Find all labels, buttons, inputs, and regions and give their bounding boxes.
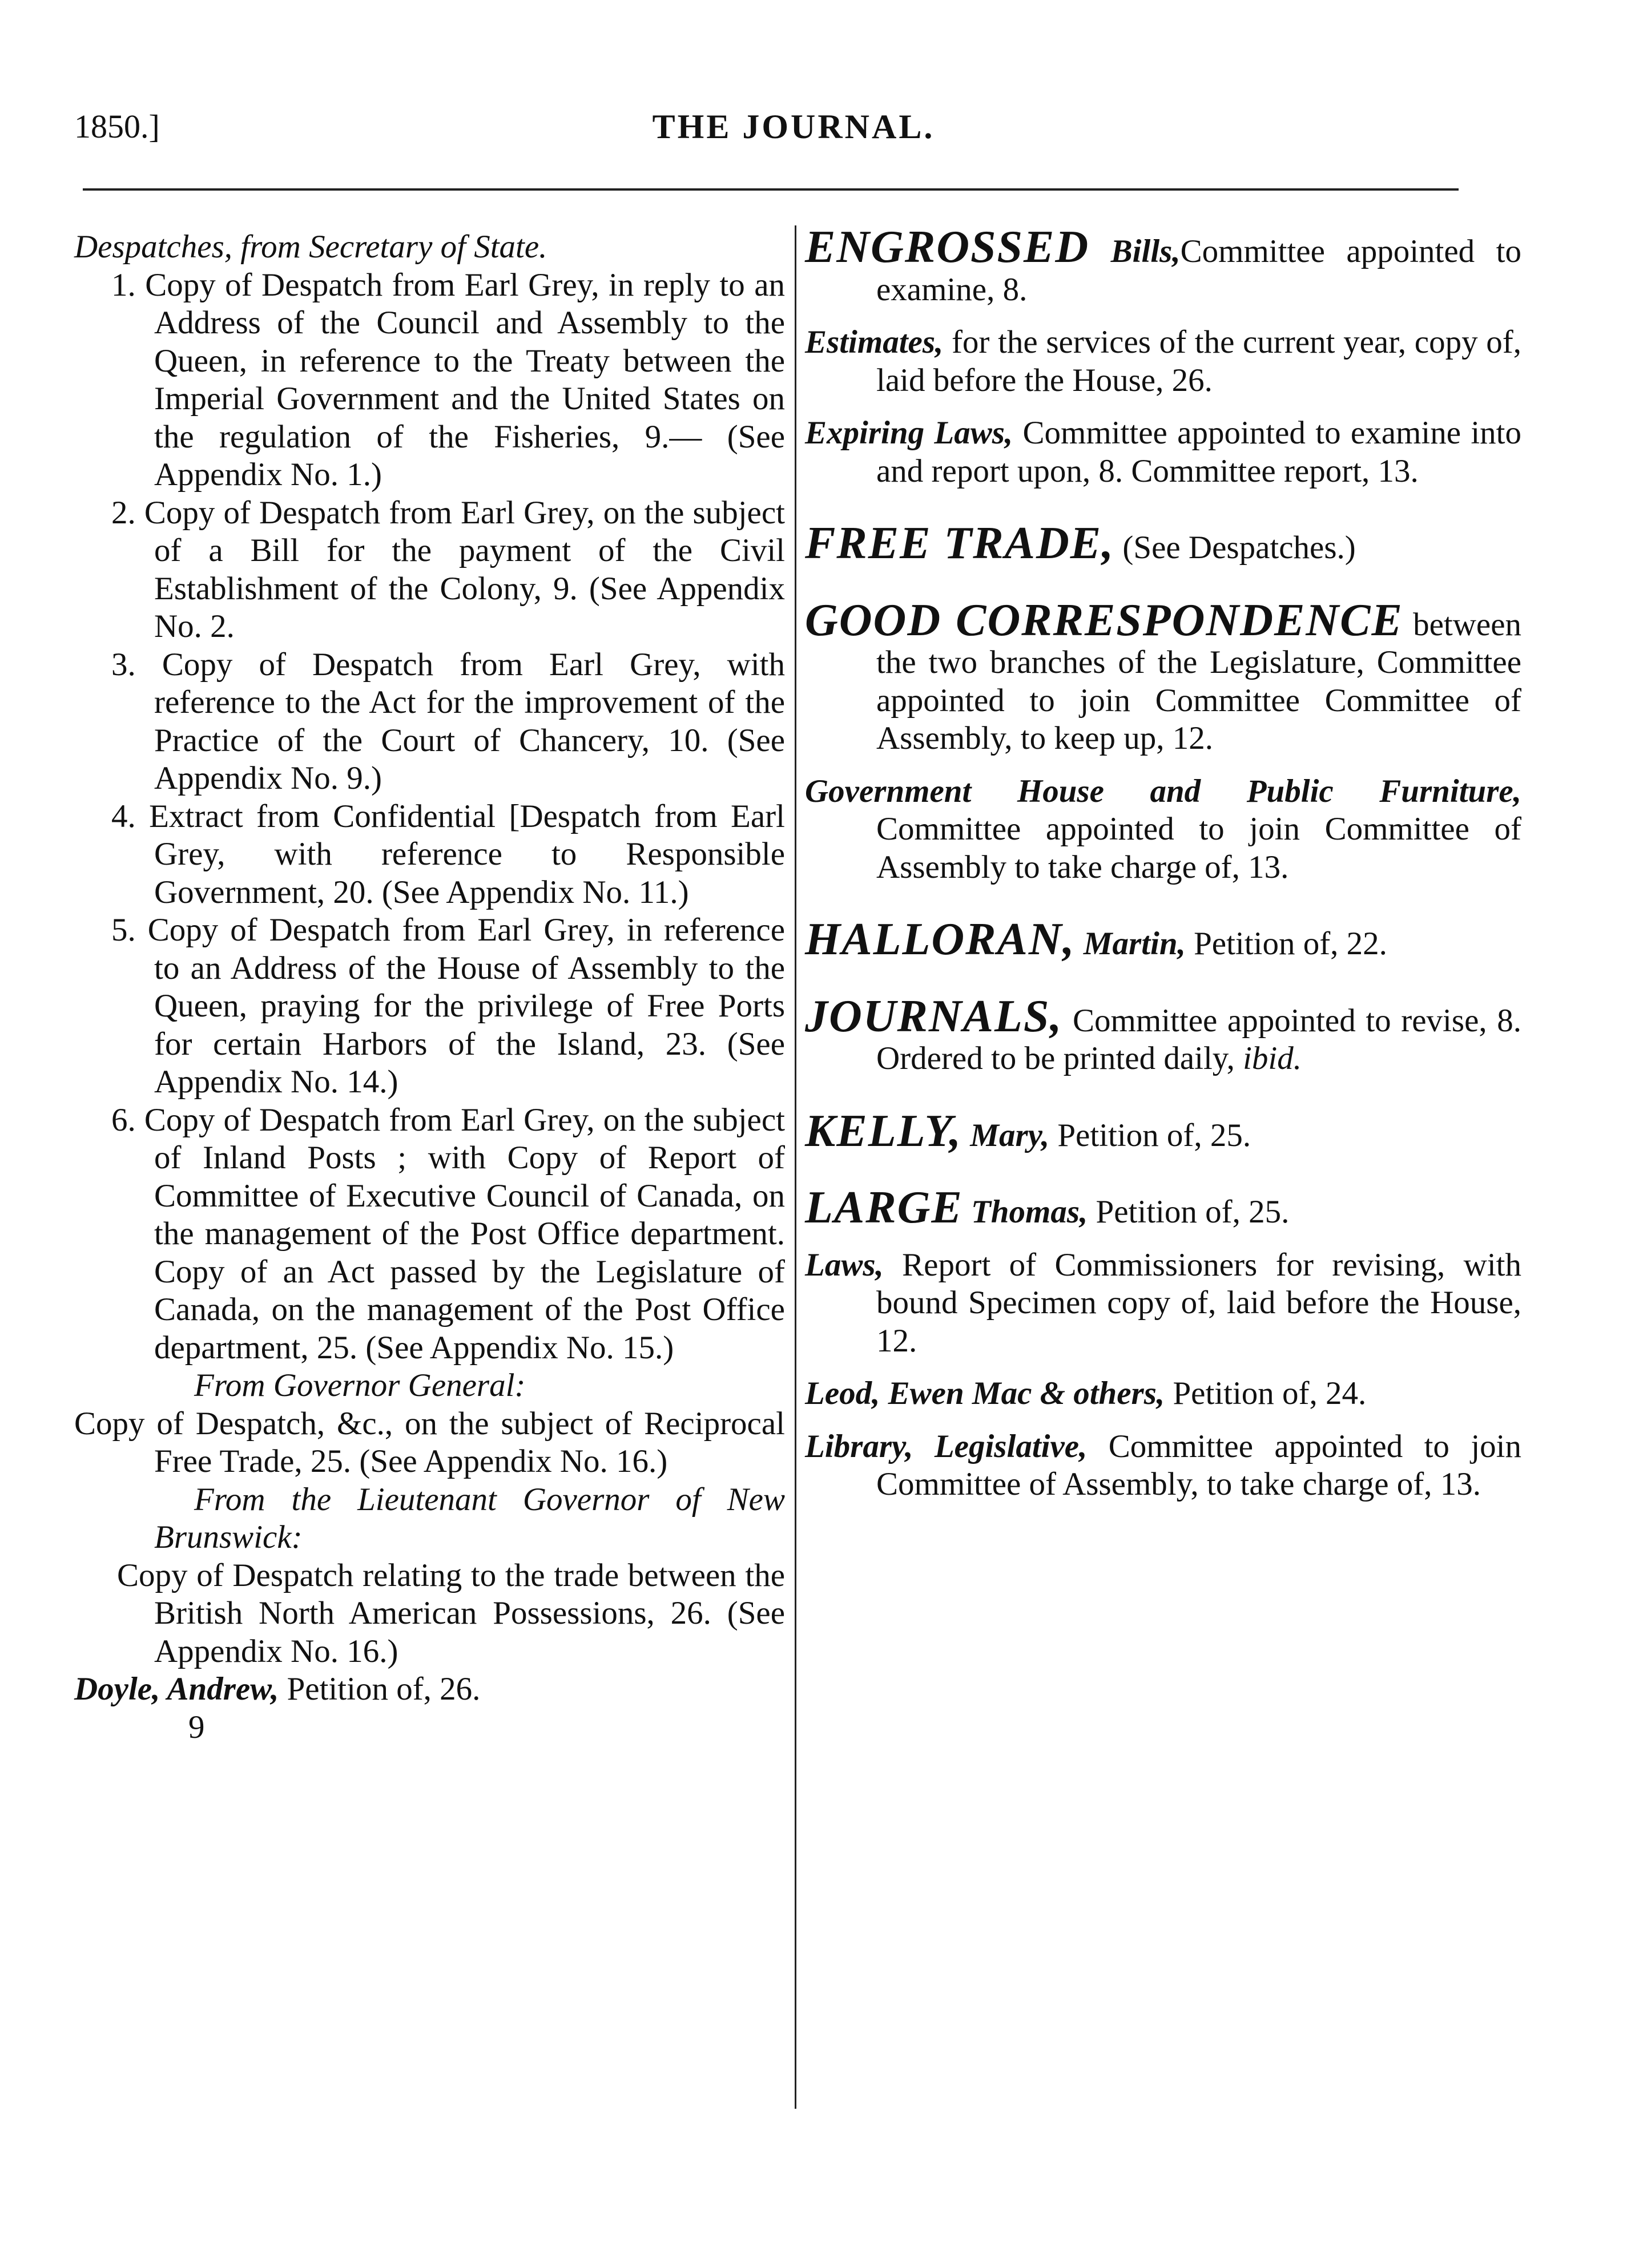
column-divider <box>795 225 796 2109</box>
header-rule <box>83 188 1459 191</box>
item-number: 6. <box>111 1101 136 1138</box>
government-house-entry <box>805 773 1521 887</box>
halloran-key: HALLORAN, <box>805 914 1076 964</box>
left-column <box>74 228 785 1746</box>
header-title: THE JOURNAL. <box>652 108 935 146</box>
free-trade-entry <box>805 518 1521 568</box>
halloran-entry <box>805 914 1521 964</box>
kelly-entry <box>805 1105 1521 1156</box>
journals-ibid: ibid. <box>1243 1040 1302 1076</box>
expiring-text: Committee appointed to examine into and report upon, 8. Committee report, 13. <box>876 415 1522 489</box>
gov-general-text: Copy of Despatch, &c., on the subject of Reciprocal Free Trade, 25. (See Appendix No. 16.) <box>74 1405 785 1479</box>
journals-entry <box>805 991 1521 1078</box>
large-text: Petition of, 25. <box>1088 1194 1290 1230</box>
journals-key: JOURNALS, <box>805 991 1063 1042</box>
lt-gov-text: Copy of Despatch relating to the trade between the British North American Possessions, 26. (See Appendix No. 16.) <box>117 1557 785 1669</box>
item-text: Extract from Confidential [Despatch from Earl Grey, with reference to Responsible Government, 20. (See Appendix No. 11.) <box>149 798 785 910</box>
free-trade-text: (See Despatches.) <box>1114 530 1356 566</box>
item-number: 4. <box>111 798 136 834</box>
running-head <box>74 107 1513 153</box>
doyle-name: Doyle, Andrew, <box>74 1671 279 1707</box>
laws-entry <box>805 1246 1521 1361</box>
despatch-item-3 <box>74 646 785 798</box>
engrossed-key: ENGROSSED <box>805 222 1090 272</box>
despatch-item-2 <box>74 494 785 646</box>
item-text: Copy of Despatch from Earl Grey, in reference to an Address of the House of Assembly to the Queen, praying for the privilege of Free Ports for certain Harbors of the Island, 23. (See Appendix No. 14.) <box>147 912 786 1100</box>
halloran-name: Martin, <box>1075 926 1186 962</box>
right-column <box>805 222 1522 1504</box>
item-number: 3. <box>111 646 136 683</box>
library-key: Library, Legislative, <box>805 1428 1088 1464</box>
free-trade-key: FREE TRADE, <box>805 518 1115 568</box>
item-number: 5. <box>111 912 136 948</box>
large-name: Thomas, <box>963 1194 1088 1230</box>
kelly-key: KELLY, <box>805 1105 963 1156</box>
kelly-text: Petition of, 25. <box>1049 1117 1251 1153</box>
journals-text: Committee appointed to revise, 8. Ordered to be printed daily, <box>876 1002 1521 1076</box>
laws-key: Laws, <box>805 1246 884 1283</box>
engrossed-key2: Bills, <box>1089 233 1181 269</box>
good-text: between the two branches of the Legislature, Committee appointed to join Committee Committee of Assembly, to keep up, 12. <box>876 606 1521 756</box>
estimates-entry <box>805 324 1521 399</box>
gov-general-heading: From Governor General: <box>194 1367 526 1403</box>
item-text: Copy of Despatch from Earl Grey, in reply to an Address of the Council and Assembly to the Queen, in reference to the Treaty between the Imperial Government and the United States on the regulation of the Fisheries, 9.— (See Appendix No. 1.) <box>145 267 785 493</box>
despatch-item-4 <box>74 798 785 912</box>
halloran-text: Petition of, 22. <box>1185 926 1387 962</box>
item-number: 1. <box>111 267 136 303</box>
doyle-text: Petition of, 26. <box>279 1671 481 1707</box>
estimates-text: for the services of the current year, copy of, laid before the House, 26. <box>876 324 1521 398</box>
kelly-name: Mary, <box>962 1117 1050 1153</box>
lt-gov-heading: From the Lieutenant Governor of New Brunswick: <box>154 1481 785 1555</box>
large-entry <box>805 1183 1521 1233</box>
page-folio: 9 <box>188 1709 205 1745</box>
engrossed-entry <box>805 222 1521 309</box>
gov-house-text: Committee appointed to join Committee of Assembly to take charge of, 13. <box>876 811 1521 885</box>
large-key: LARGE <box>805 1183 963 1233</box>
laws-text: Report of Commissioners for revising, with bound Specimen copy of, laid before the House, 12. <box>876 1246 1521 1359</box>
despatch-item-6 <box>74 1101 785 1367</box>
leod-entry <box>805 1375 1521 1413</box>
gov-house-key: Government House and Public Furniture, <box>805 773 1521 809</box>
despatch-item-1 <box>74 267 785 494</box>
engrossed-text: Committee appointed to examine, 8. <box>876 233 1521 308</box>
leod-key: Leod, Ewen Mac & others, <box>805 1375 1165 1411</box>
item-text: Copy of Despatch from Earl Grey, on the subject of Inland Posts ; with Copy of Report of Committee of Executive Council of Canada, on the management of the Post Office department. Copy of an Act passed by the Legislature of Canada, on the management of the Post Office department, 25. (See Appendix No. 15.) <box>144 1101 785 1366</box>
expiring-key: Expiring Laws, <box>805 415 1013 451</box>
library-entry <box>805 1428 1521 1504</box>
expiring-entry <box>805 414 1521 490</box>
library-text: Committee appointed to join Committee of Assembly, to take charge of, 13. <box>876 1428 1521 1502</box>
item-text: Copy of Despatch from Earl Grey, on the subject of a Bill for the payment of the Civil Establishment of the Colony, 9. (See Appendix No. 2. <box>144 494 785 644</box>
despatches-heading: Despatches, from Secretary of State. <box>74 229 547 265</box>
leod-text: Petition of, 24. <box>1165 1375 1367 1411</box>
estimates-key: Estimates, <box>805 324 944 360</box>
doyle-entry <box>74 1670 785 1709</box>
item-text: Copy of Despatch from Earl Grey, with reference to the Act for the improvement of the Practice of the Court of Chancery, 10. (See Appendix No. 9.) <box>154 646 785 796</box>
despatch-item-5 <box>74 911 785 1101</box>
item-number: 2. <box>111 494 136 531</box>
good-key: GOOD CORRESPONDENCE <box>805 595 1403 645</box>
good-correspondence-entry <box>805 595 1521 758</box>
header-year: 1850.] <box>74 108 160 145</box>
